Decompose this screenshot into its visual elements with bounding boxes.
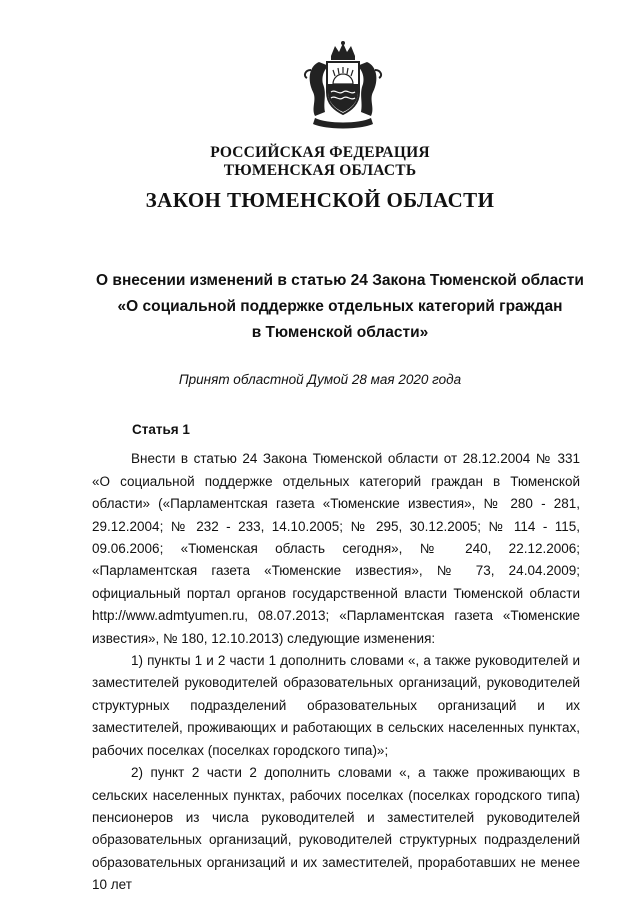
article-paragraph-item-1: 1) пункты 1 и 2 части 1 дополнить словами «, а также руководителей и заместителей руководителей образовательных организаций, руководителей структурных подразделений образовательных организаций и их заместителей, проживающих и работающих в сельских населенных пунктах, рабочих поселках (поселках городского типа)»; bbox=[92, 653, 580, 758]
header-region: ТЮМЕНСКАЯ ОБЛАСТЬ bbox=[223, 162, 417, 179]
law-title-line-1: О внесении изменений в статью 24 Закона Тюменской области bbox=[96, 272, 584, 289]
tyumen-coat-of-arms-icon bbox=[297, 40, 389, 132]
law-title-line-3: в Тюменской области» bbox=[251, 324, 429, 341]
document-type-heading: ЗАКОН ТЮМЕНСКОЙ ОБЛАСТИ bbox=[145, 188, 495, 212]
header-country: РОССИЙСКАЯ ФЕДЕРАЦИЯ bbox=[210, 144, 430, 161]
adoption-date-note: Принят областной Думой 28 мая 2020 года bbox=[178, 372, 462, 387]
law-title-line-2: «О социальной поддержке отдельных категорий граждан bbox=[117, 298, 563, 315]
law-title bbox=[60, 268, 620, 346]
coat-of-arms-emblem bbox=[297, 40, 389, 132]
article-paragraph-item-2: 2) пункт 2 части 2 дополнить словами «, а также проживающих в сельских населенных пунктах, рабочих поселках (поселках городского типа) пенсионеров из числа руководителей и заместителей руководителей образовательных организаций, руководителей структурных подразделений образовательных организаций и их заместителей, проработавших не менее 10 лет bbox=[92, 765, 580, 893]
article-paragraph-intro: Внести в статью 24 Закона Тюменской области от 28.12.2004 № 331 «О социальной поддержке отдельных категорий граждан в Тюменской области» («Парламентская газета «Тюменские известия», № 280 - 281, 29.12.2004; № 232 - 233, 14.10.2005; № 295, 30.12.2005; № 114 - 115, 09.06.2006; «Тюменская область сегодня», № 240, 22.12.2006; «Парламентская газета «Тюменские известия», № 73, 24.04.2009; официальный портал органов государственной власти Тюменской области http://www.admtyumen.ru, 08.07.2013; «Парламентская газета «Тюменские известия», № 180, 12.10.2013) следующие изменения: bbox=[92, 451, 580, 646]
article-heading: Статья 1 bbox=[132, 422, 190, 437]
document-body bbox=[92, 419, 580, 897]
